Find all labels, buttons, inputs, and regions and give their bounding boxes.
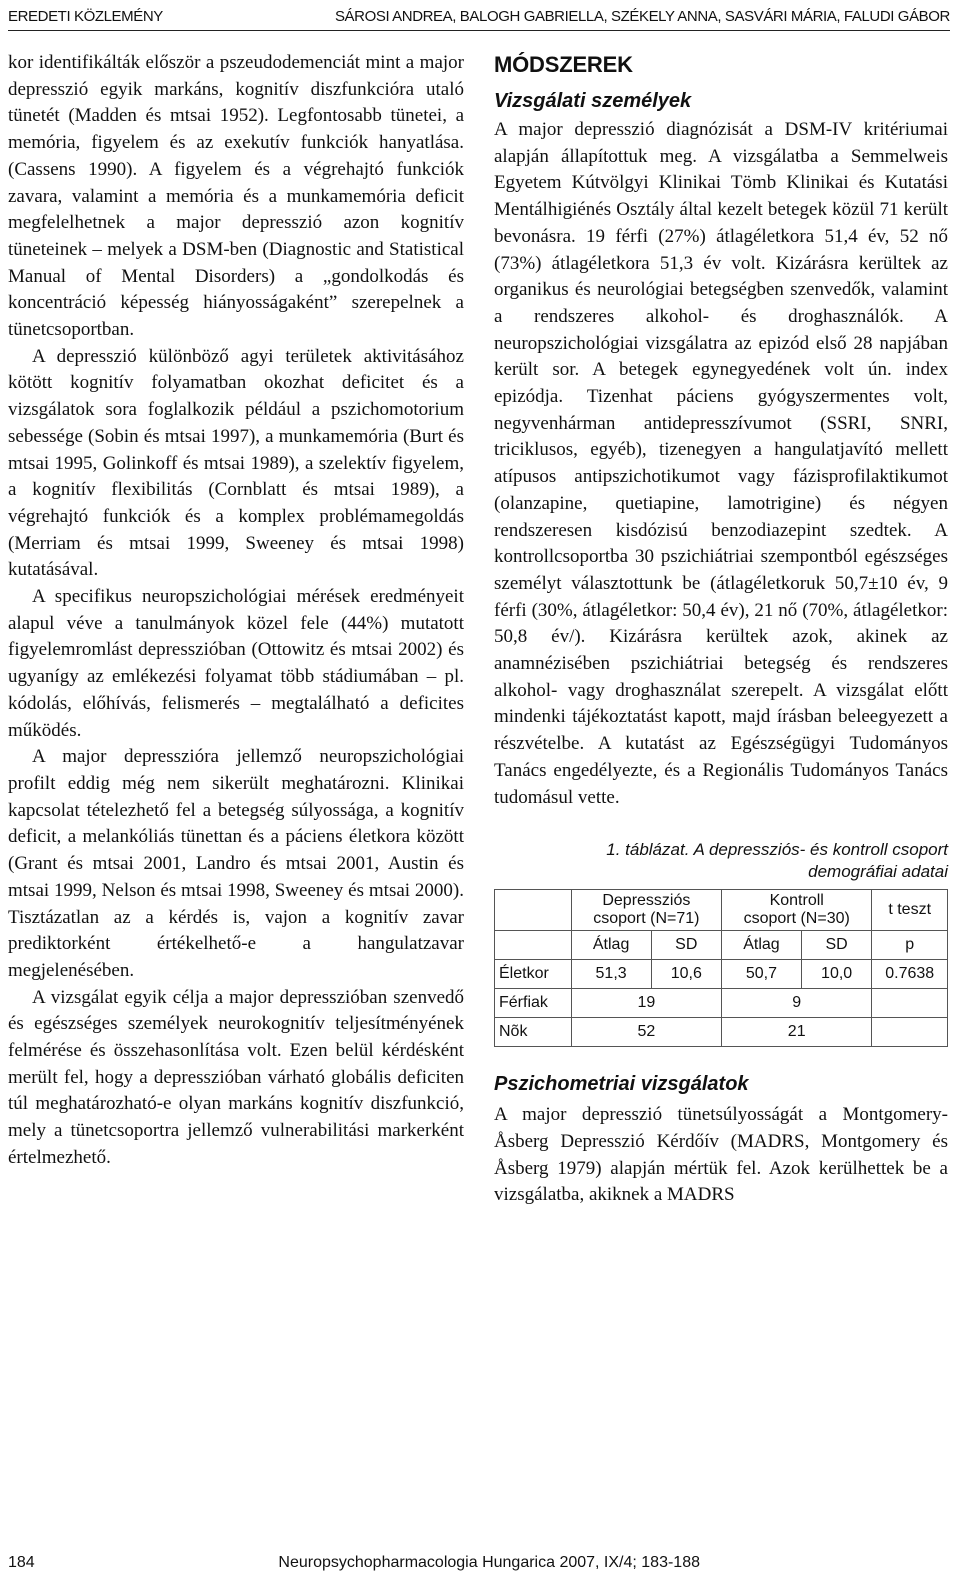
cell-age-g2-mean: 50,7 xyxy=(722,960,802,989)
table-header-mean-2: Átlag xyxy=(722,931,802,960)
table-corner-cell xyxy=(495,890,572,931)
table-header-control-group xyxy=(722,890,872,931)
table-row xyxy=(495,989,948,1018)
table-empty-cell xyxy=(495,931,572,960)
left-paragraph-4: A major depresszióra jellemző neuropszichológiai profilt eddig még nem sikerült meghatározni. Klinikai kapcsolat tételezhető fel a betegség súlyossága, a kognitív deficit, a melankóliás tünettan és a páciens életkora között (Grant és mtsai 2001, Landro és mtsai 2001, Austin és mtsai 1999, Nelson és mtsai 1998, Sweeney és mtsai 2000). Tisztázatlan az a kérdés is, vajon a kognitív zavar prediktorként értékelhető-e a hangulatzavar megjelenésében. xyxy=(8,746,464,981)
row-label-women: Nõk xyxy=(495,1018,572,1047)
cell-age-g1-mean: 51,3 xyxy=(571,960,651,989)
page-number: 184 xyxy=(8,1554,35,1571)
cell-women-g2: 21 xyxy=(722,1018,872,1047)
table-caption-line-2: demográfiai adatai xyxy=(808,862,948,882)
subjects-heading: Vizsgálati személyek xyxy=(494,90,692,112)
table-header-sd-2: SD xyxy=(801,931,872,960)
table-header-depressed-group xyxy=(571,890,721,931)
cell-men-p xyxy=(872,989,948,1018)
demographics-table xyxy=(494,889,948,1047)
table-row xyxy=(495,960,948,989)
group1-size: csoport (N=71) xyxy=(593,910,700,928)
psychometrics-paragraph: A major depresszió tünetsúlyosságát a Montgomery-Åsberg Depresszió Kérdőív (MADRS, Montgomery és Åsberg 1979) alapján mértük fel. Azok kerülhettek be a vizsgálatba, akiknek a MADRS xyxy=(494,1104,948,1206)
subjects-paragraph: A major depresszió diagnózisát a DSM-IV kritériumai alapján állapítottuk meg. A vizsgálatba a Semmelweis Egyetem Kútvölgyi Klinikai Tömb Klinikai és Kutatási Mentálhigiénés Osztály által kezelt betegek közül 71 került bevonásra. 19 férfi (27%) átlagéletkora 51,4 év, 52 nő (73%) átlagéletkora 51,3 év volt. Kizárásra kerültek az organikus és neurológiai betegségben szenvedők, valamint a rendszeres alkohol- és droghasználók. A neuropszichológiai vizsgálatra az epizód első 28 napjában került sor. A betegek egynegyedének volt ún. index epizódja. Tizenhat páciens gyógyszermentes volt, negyvenhárman antidepresszívumot (SSRI, SNRI, triciklusos, egyéb), tizenegyen a hangulatjavító mellett atípusos antipszichotikumot vagy fázisprofilaktikumot (olanzapine, quetiapine, lamotrigine) és négyen rendszeresen kisdózisú benzodiazepint szedtek. A kontrollcsoportba 30 pszichiátriai szempontból egészséges személyt választottunk be (átlagéletkoruk 50,7±10 év, 9 férfi (30%, átlagéletkor: 50,4 év), 21 nő (70%, átlagéletkor: 50,8 év/). Kizárásra kerültek azok, akinek az anamnézisében pszichiátriai betegség és rendszeres alkohol- vagy droghasználat szerepelt. A vizsgálat előtt mindenki tájékoztatást kapott, majd írásban beleegyezett a részvételbe. A kutatást az Egészségügyi Tudományos Tanács engedélyezte, és a Regionális Tudományos Tanács tudomásul vette. xyxy=(494,119,948,808)
right-column xyxy=(494,50,948,1209)
table-header-p: p xyxy=(872,931,948,960)
left-paragraph-5: A vizsgálat egyik célja a major depresszióban szenvedő és egészséges személyek neurokognitív teljesítményének felmérése és összehasonlítása volt. Ezen belül kérdésként merült fel, hogy a depresszióban várható globális deficiten túl meghatározható-e olyan markáns kognitív diszfunkció, mely a tünetcsoportra jellemző vulnerabilitási markerként értelmezhető. xyxy=(8,986,464,1168)
running-header xyxy=(8,2,950,31)
left-paragraph-3: A specifikus neuropszichológiai mérések eredményeit alapul véve a tanulmányok közel fele (44%) mutatott figyelemromlást depresszióban (Ottowitz és mtsai 2002) és ugyanígy az emlékezési folyamat több stádiumában – pl. kódolás, előhívás, felismerés – megtalálható a deficites működés. xyxy=(8,586,464,741)
cell-women-g1: 52 xyxy=(571,1018,721,1047)
left-paragraph-2: A depresszió különböző agyi területek aktivitásához kötött kognitív folyamatban okozhat deficitet és a vizsgálatok sora foglalkozik például a pszichomotorium sebessége (Sobin és mtsai 1997), a munkamemória (Burt és mtsai 1995, Golinkoff és mtsai 1989), a szelektív figyelem, a kognitív flexibilitás (Cornblatt és mtsai 1989), a végrehajtó funkciók és a komplex problémamegoldás (Merriam és mtsai 1999, Sweeney és mtsai 1998) kutatásával. xyxy=(8,345,464,581)
table-header-row-stats xyxy=(495,931,948,960)
row-label-age: Életkor xyxy=(495,960,572,989)
header-authors: SÁROSI ANDREA, BALOGH GABRIELLA, SZÉKELY ANNA, SASVÁRI MÁRIA, FALUDI GÁBOR xyxy=(334,7,950,25)
group2-size: csoport (N=30) xyxy=(743,910,850,928)
table-header-sd-1: SD xyxy=(651,931,722,960)
group1-title: Depressziós xyxy=(602,892,691,910)
psychometrics-heading: Pszichometriai vizsgálatok xyxy=(494,1073,749,1096)
group2-title: Kontroll xyxy=(769,892,824,910)
cell-women-p xyxy=(872,1018,948,1047)
table-caption-line-1: 1. táblázat. A depressziós- és kontroll csoport xyxy=(606,840,948,860)
page-footer xyxy=(8,1550,700,1576)
table-header-row-groups xyxy=(495,890,948,931)
cell-age-p: 0.7638 xyxy=(872,960,948,989)
table-header-test: t teszt xyxy=(872,890,948,931)
row-label-men: Férfiak xyxy=(495,989,572,1018)
cell-age-g1-sd: 10,6 xyxy=(651,960,722,989)
methods-heading: MÓDSZEREK xyxy=(494,52,633,77)
table-header-mean-1: Átlag xyxy=(571,931,651,960)
cell-age-g2-sd: 10,0 xyxy=(801,960,872,989)
left-column xyxy=(8,50,464,1172)
table-caption xyxy=(494,839,948,883)
cell-men-g1: 19 xyxy=(571,989,721,1018)
left-paragraph-1: kor identifikálták először a pszeudodemenciát mint a major depresszió egyik markáns, kognitív diszfunkcióra utaló tünetét (Madden és mtsai 1952). Legfontosabb tünetei, a memória, figyelem és az exekutív funkciók hanyatlása. (Cassens 1990). A figyelem és a végrehajtó funkciók zavara, valamint a memória és a munkamemória deficit megfelelhetnek a major depresszió azon kognitív tüneteinek – melyek a DSM-ben (Diagnostic and Statistical Manual of Mental Disorders) a „gondolkodás és koncentráció képesség hiányosságaként” szerepelnek a tünetcsoportban. xyxy=(8,52,464,341)
header-section-label: EREDETI KÖZLEMÉNY xyxy=(8,7,163,25)
table-row xyxy=(495,1018,948,1047)
cell-men-g2: 9 xyxy=(722,989,872,1018)
journal-citation: Neuropsychopharmacologia Hungarica 2007, IX/4; 183-188 xyxy=(278,1554,700,1571)
